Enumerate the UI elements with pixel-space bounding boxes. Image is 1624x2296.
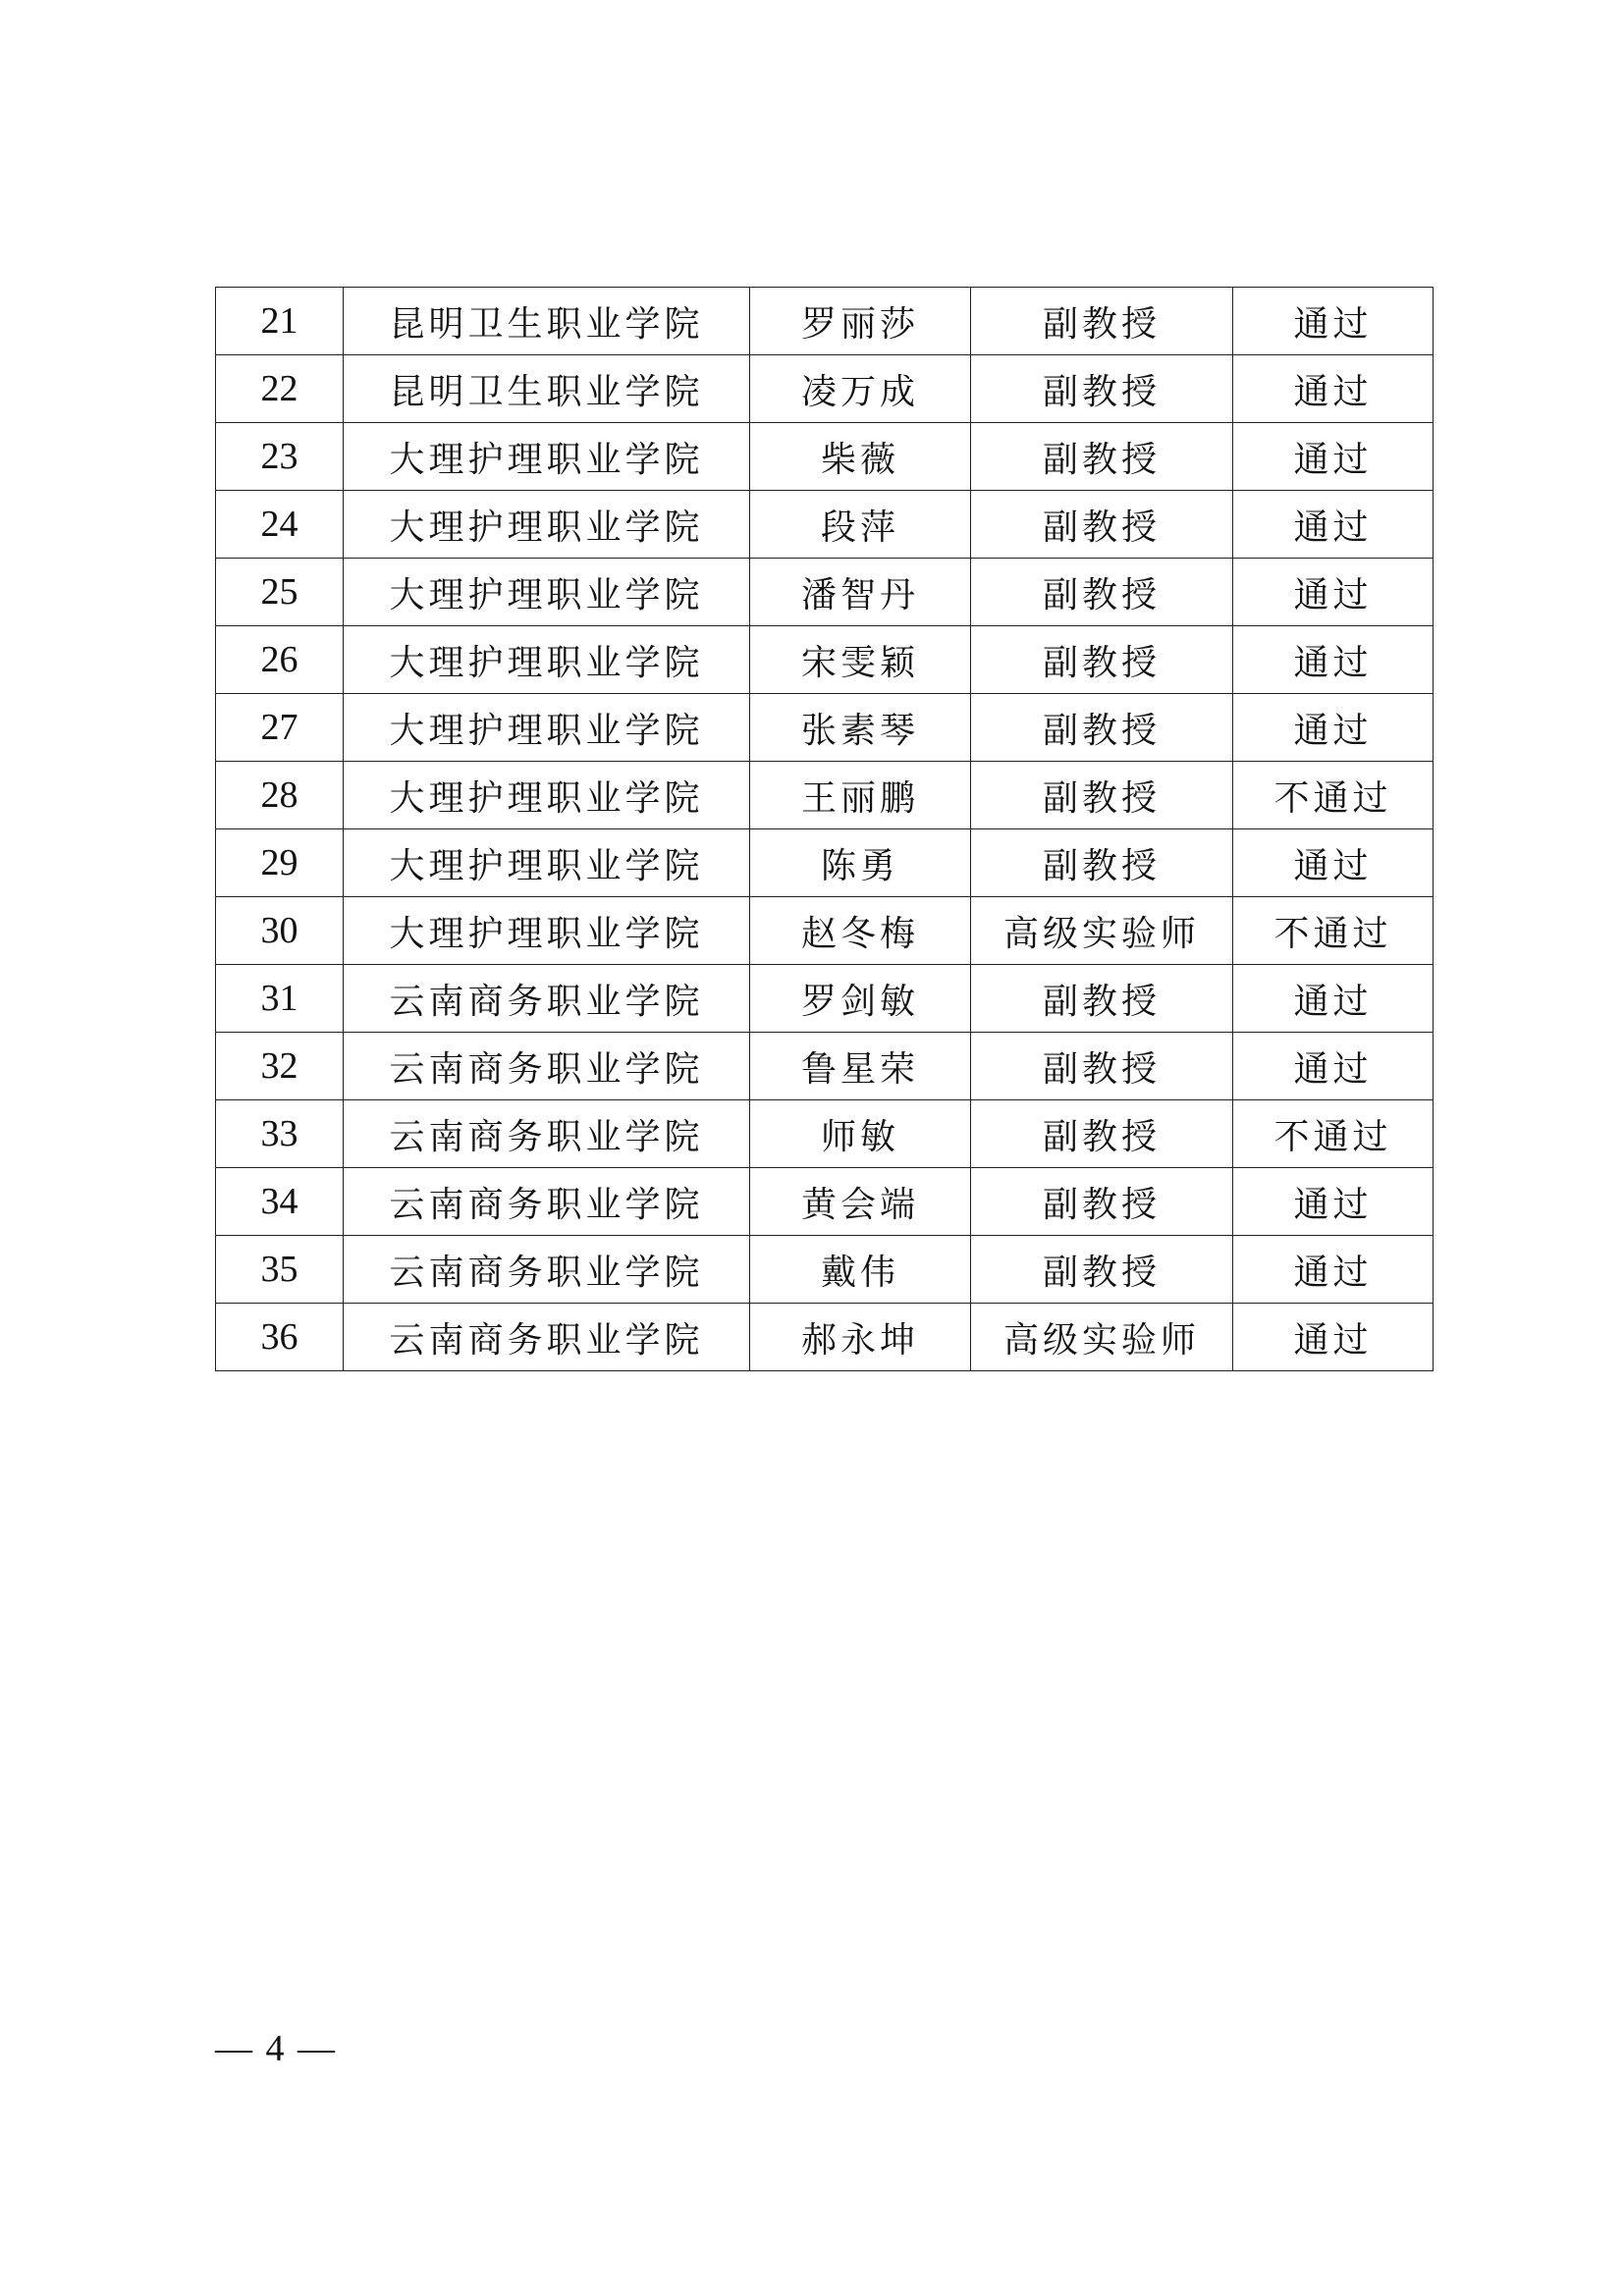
- row-number: 30: [216, 897, 344, 965]
- person-name: 王丽鹏: [750, 762, 971, 829]
- person-name: 宋雯颖: [750, 626, 971, 694]
- professional-title: 副教授: [971, 355, 1233, 423]
- table-row: [216, 626, 1434, 694]
- row-number: 25: [216, 559, 344, 626]
- table-row: [216, 1033, 1434, 1100]
- row-number: 36: [216, 1304, 344, 1371]
- person-name: 师敏: [750, 1100, 971, 1168]
- table-row: [216, 1168, 1434, 1236]
- row-number: 21: [216, 288, 344, 355]
- school-name: 云南商务职业学院: [344, 1033, 750, 1100]
- professional-title: 副教授: [971, 626, 1233, 694]
- professional-title: 副教授: [971, 491, 1233, 559]
- person-name: 罗丽莎: [750, 288, 971, 355]
- review-result: 通过: [1233, 491, 1434, 559]
- school-name: 大理护理职业学院: [344, 897, 750, 965]
- table-row: [216, 288, 1434, 355]
- row-number: 33: [216, 1100, 344, 1168]
- review-result: 通过: [1233, 1304, 1434, 1371]
- page-number: — 4 —: [215, 2028, 337, 2069]
- school-name: 云南商务职业学院: [344, 1304, 750, 1371]
- table-row: [216, 694, 1434, 762]
- review-result: 通过: [1233, 694, 1434, 762]
- person-name: 赵冬梅: [750, 897, 971, 965]
- school-name: 大理护理职业学院: [344, 626, 750, 694]
- review-result: 通过: [1233, 965, 1434, 1033]
- school-name: 云南商务职业学院: [344, 1236, 750, 1304]
- row-number: 28: [216, 762, 344, 829]
- person-name: 黄会端: [750, 1168, 971, 1236]
- row-number: 26: [216, 626, 344, 694]
- professional-title: 副教授: [971, 559, 1233, 626]
- table-row: [216, 897, 1434, 965]
- professional-title: 副教授: [971, 829, 1233, 897]
- table-row: [216, 1304, 1434, 1371]
- review-result: 不通过: [1233, 762, 1434, 829]
- school-name: 大理护理职业学院: [344, 559, 750, 626]
- table-row: [216, 491, 1434, 559]
- person-name: 潘智丹: [750, 559, 971, 626]
- review-result: 通过: [1233, 626, 1434, 694]
- results-table-body: [216, 288, 1434, 1371]
- row-number: 29: [216, 829, 344, 897]
- review-result: 通过: [1233, 423, 1434, 491]
- professional-title: 副教授: [971, 1168, 1233, 1236]
- professional-title: 副教授: [971, 423, 1233, 491]
- school-name: 大理护理职业学院: [344, 829, 750, 897]
- person-name: 郝永坤: [750, 1304, 971, 1371]
- review-result: 不通过: [1233, 897, 1434, 965]
- table-row: [216, 1236, 1434, 1304]
- review-result: 不通过: [1233, 1100, 1434, 1168]
- table-row: [216, 559, 1434, 626]
- person-name: 戴伟: [750, 1236, 971, 1304]
- table-row: [216, 1100, 1434, 1168]
- results-table: [215, 287, 1434, 1371]
- professional-title: 副教授: [971, 1100, 1233, 1168]
- table-row: [216, 762, 1434, 829]
- school-name: 昆明卫生职业学院: [344, 355, 750, 423]
- table-row: [216, 423, 1434, 491]
- person-name: 罗剑敏: [750, 965, 971, 1033]
- review-result: 通过: [1233, 559, 1434, 626]
- table-row: [216, 829, 1434, 897]
- table-row: [216, 355, 1434, 423]
- professional-title: 高级实验师: [971, 1304, 1233, 1371]
- row-number: 27: [216, 694, 344, 762]
- row-number: 22: [216, 355, 344, 423]
- person-name: 鲁星荣: [750, 1033, 971, 1100]
- school-name: 大理护理职业学院: [344, 491, 750, 559]
- person-name: 柴薇: [750, 423, 971, 491]
- review-result: 通过: [1233, 1033, 1434, 1100]
- professional-title: 副教授: [971, 965, 1233, 1033]
- person-name: 张素琴: [750, 694, 971, 762]
- school-name: 云南商务职业学院: [344, 1100, 750, 1168]
- person-name: 陈勇: [750, 829, 971, 897]
- school-name: 大理护理职业学院: [344, 762, 750, 829]
- school-name: 云南商务职业学院: [344, 1168, 750, 1236]
- row-number: 31: [216, 965, 344, 1033]
- professional-title: 副教授: [971, 694, 1233, 762]
- professional-title: 副教授: [971, 762, 1233, 829]
- row-number: 32: [216, 1033, 344, 1100]
- professional-title: 高级实验师: [971, 897, 1233, 965]
- review-result: 通过: [1233, 829, 1434, 897]
- professional-title: 副教授: [971, 1033, 1233, 1100]
- row-number: 24: [216, 491, 344, 559]
- review-result: 通过: [1233, 1236, 1434, 1304]
- row-number: 23: [216, 423, 344, 491]
- professional-title: 副教授: [971, 288, 1233, 355]
- table-row: [216, 965, 1434, 1033]
- person-name: 凌万成: [750, 355, 971, 423]
- school-name: 大理护理职业学院: [344, 423, 750, 491]
- review-result: 通过: [1233, 355, 1434, 423]
- review-result: 通过: [1233, 1168, 1434, 1236]
- row-number: 35: [216, 1236, 344, 1304]
- school-name: 云南商务职业学院: [344, 965, 750, 1033]
- professional-title: 副教授: [971, 1236, 1233, 1304]
- review-result: 通过: [1233, 288, 1434, 355]
- person-name: 段萍: [750, 491, 971, 559]
- school-name: 大理护理职业学院: [344, 694, 750, 762]
- row-number: 34: [216, 1168, 344, 1236]
- school-name: 昆明卫生职业学院: [344, 288, 750, 355]
